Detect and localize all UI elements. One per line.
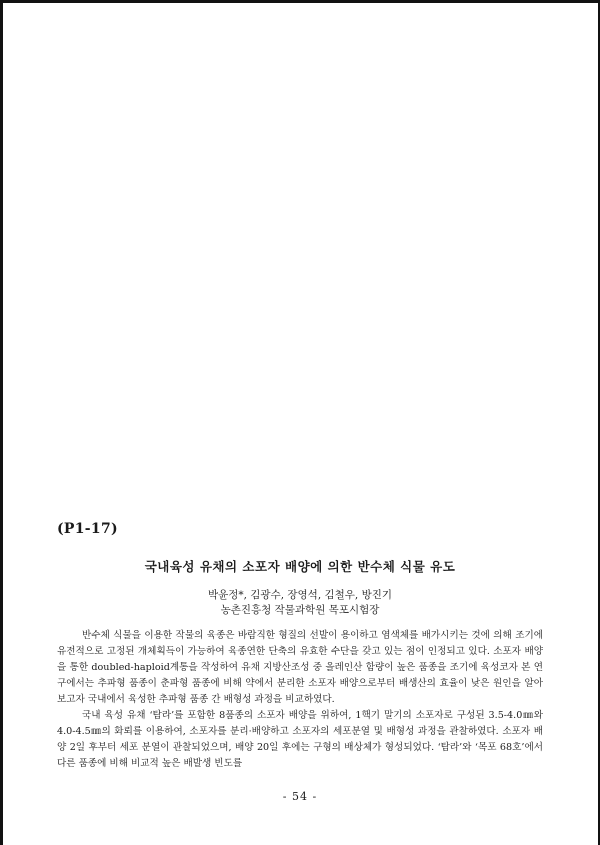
abstract-body	[57, 628, 543, 772]
paper-title: 국내육성 유채의 소포자 배양에 의한 반수체 식물 유도	[144, 559, 456, 574]
affiliation: 농촌진흥청 작물과학원 목포시험장	[220, 604, 380, 616]
scan-edge-left	[0, 0, 3, 845]
author-list: 박윤정*, 김광수, 장영석, 김철우, 방진기	[207, 589, 393, 601]
paragraph: 반수체 식물을 이용한 작물의 육종은 바람직한 형질의 선발이 용이하고 염색체를 배가시키는 것에 의해 조기에 유전적으로 고정된 개체획득이 가능하여 육종연한 단축의 유효한 수단을 갖고 있는 점이 인정되고 있다. 소포자 배양을 통한 doubled-haploid계통을 작성하여 유채 지방산조성 중 올레인산 함량이 높은 품종을 조기에 육성코자 본 연구에서는 추파형 품종이 춘파형 품종에 비해 약에서 분리한 소포자 배양으로부터 배생산의 효율이 낮은 원인을 알아보고자 국내에서 육성한 추파형 품종 간 배형성 과정을 비교하였다.	[57, 630, 543, 705]
page-number: - 54 -	[282, 790, 318, 803]
scan-edge-top	[0, 0, 600, 3]
abstract-code: (P1-17)	[57, 521, 118, 537]
paragraph: 국내 육성 유채 ‘탐라’를 포함한 8품종의 소포자 배양을 위하여, 1핵기 말기의 소포자로 구성된 3.5-4.0㎜와 4.0-4.5㎜의 화뢰를 이용하여, 소포자를 분리·배양하고 소포자의 세포분열 및 배형성 과정을 관찰하였다. 소포자 배양 2일 후부터 세포 분열이 관찰되었으며, 배양 20일 후에는 구형의 배상체가 형성되었다. ‘탐라’와 ‘목포 68호’에서 다른 품종에 비해 비교적 높은 배발생 빈도를	[57, 710, 543, 769]
